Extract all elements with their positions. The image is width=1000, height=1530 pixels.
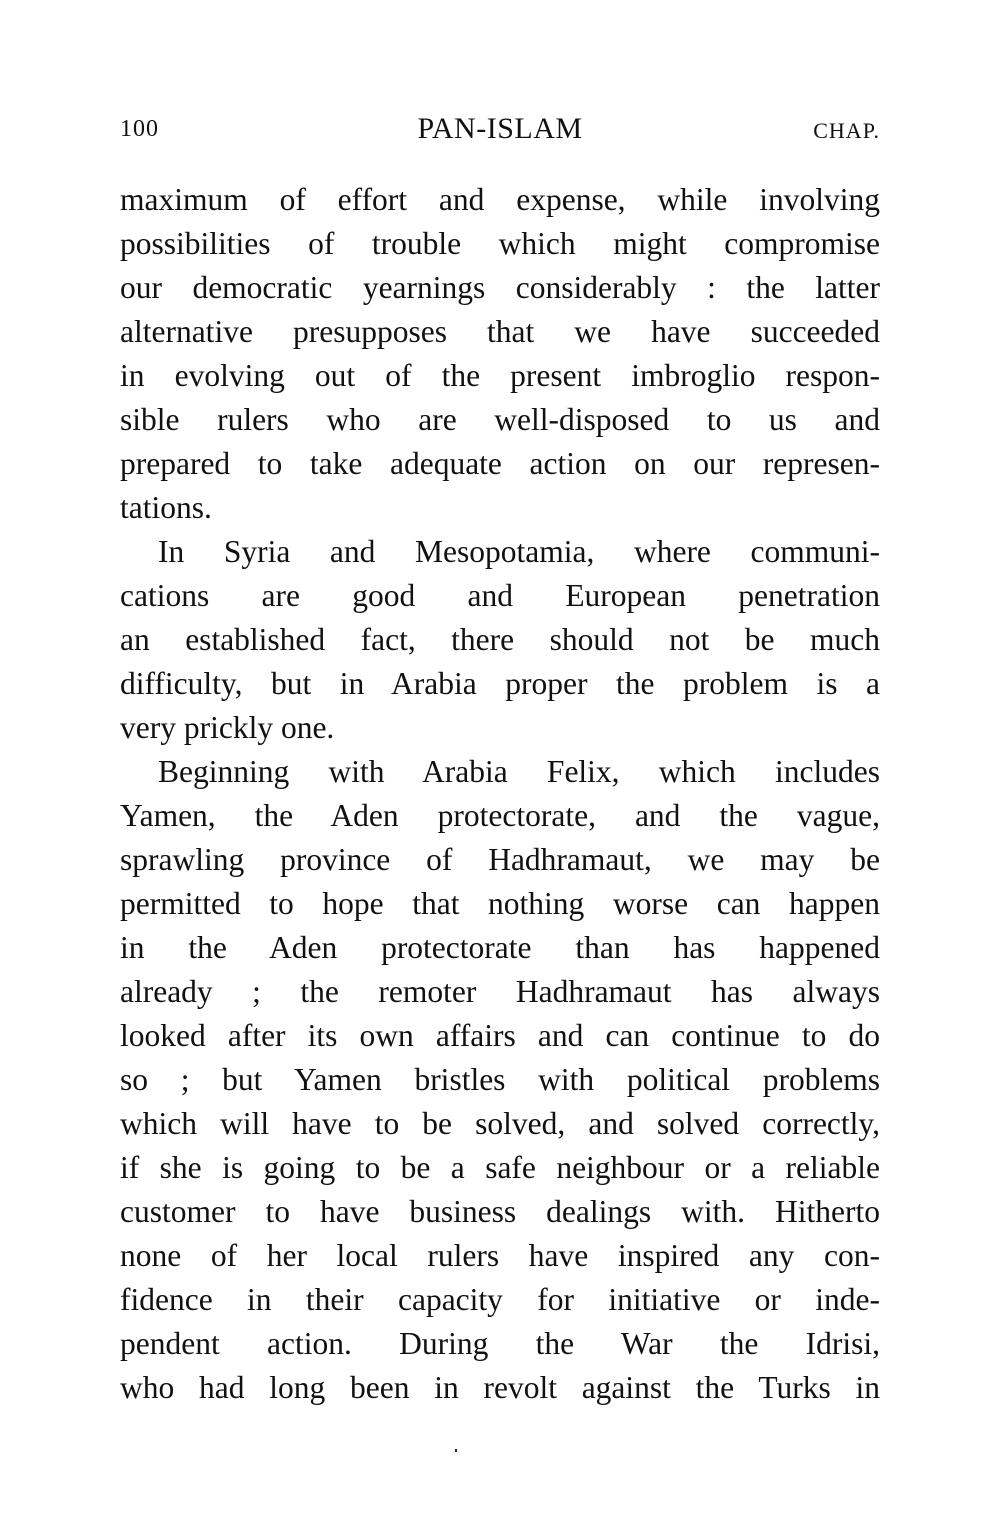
text-line: who had long been in revolt against the Turks in	[120, 1370, 880, 1405]
text-line: already ; the remoter Hadhramaut has always	[120, 974, 880, 1009]
text-line: Beginning with Arabia Felix, which includes	[158, 754, 880, 789]
text-line: so ; but Yamen bristles with political problems	[120, 1062, 880, 1097]
text-line: cations are good and European penetration	[120, 578, 880, 613]
body-text	[120, 178, 880, 1410]
running-title: PAN-ISLAM	[417, 112, 583, 145]
text-line: which will have to be solved, and solved correctly,	[120, 1106, 880, 1141]
text-line: pendent action. During the War the Idrisi,	[120, 1326, 880, 1361]
text-line: our democratic yearnings considerably : the latter	[120, 270, 880, 305]
text-line: prepared to take adequate action on our represen-	[120, 446, 880, 481]
text-line: sible rulers who are well-disposed to us and	[120, 402, 880, 437]
text-line: an established fact, there should not be much	[120, 622, 880, 657]
text-line: if she is going to be a safe neighbour or a reliable	[120, 1150, 880, 1185]
text-line: sprawling province of Hadhramaut, we may be	[120, 842, 880, 877]
text-line: possibilities of trouble which might compromise	[120, 226, 880, 261]
text-line: maximum of effort and expense, while involving	[120, 182, 880, 217]
paragraph-2	[120, 530, 880, 750]
text-line: in evolving out of the present imbroglio respon-	[120, 358, 880, 393]
text-line: none of her local rulers have inspired any con-	[120, 1238, 880, 1273]
text-line: customer to have business dealings with. Hitherto	[120, 1194, 880, 1229]
paragraph-1	[120, 178, 880, 530]
text-line: permitted to hope that nothing worse can happen	[120, 886, 880, 921]
text-line: looked after its own affairs and can continue to do	[120, 1018, 880, 1053]
scan-speck	[455, 1449, 457, 1452]
text-line: In Syria and Mesopotamia, where communi-	[158, 534, 880, 569]
text-line: difficulty, but in Arabia proper the problem is a	[120, 666, 880, 701]
text-line: Yamen, the Aden protectorate, and the vague,	[120, 798, 880, 833]
text-line: fidence in their capacity for initiative or inde-	[120, 1282, 880, 1317]
page-number: 100	[120, 116, 159, 142]
text-line: very prickly one.	[120, 710, 335, 745]
paragraph-3	[120, 750, 880, 1410]
page-header	[120, 112, 880, 152]
text-line: tations.	[120, 490, 212, 525]
chapter-label: CHAP.	[813, 118, 880, 143]
text-line: alternative presupposes that we have succeeded	[120, 314, 880, 349]
text-line: in the Aden protectorate than has happened	[120, 930, 880, 965]
